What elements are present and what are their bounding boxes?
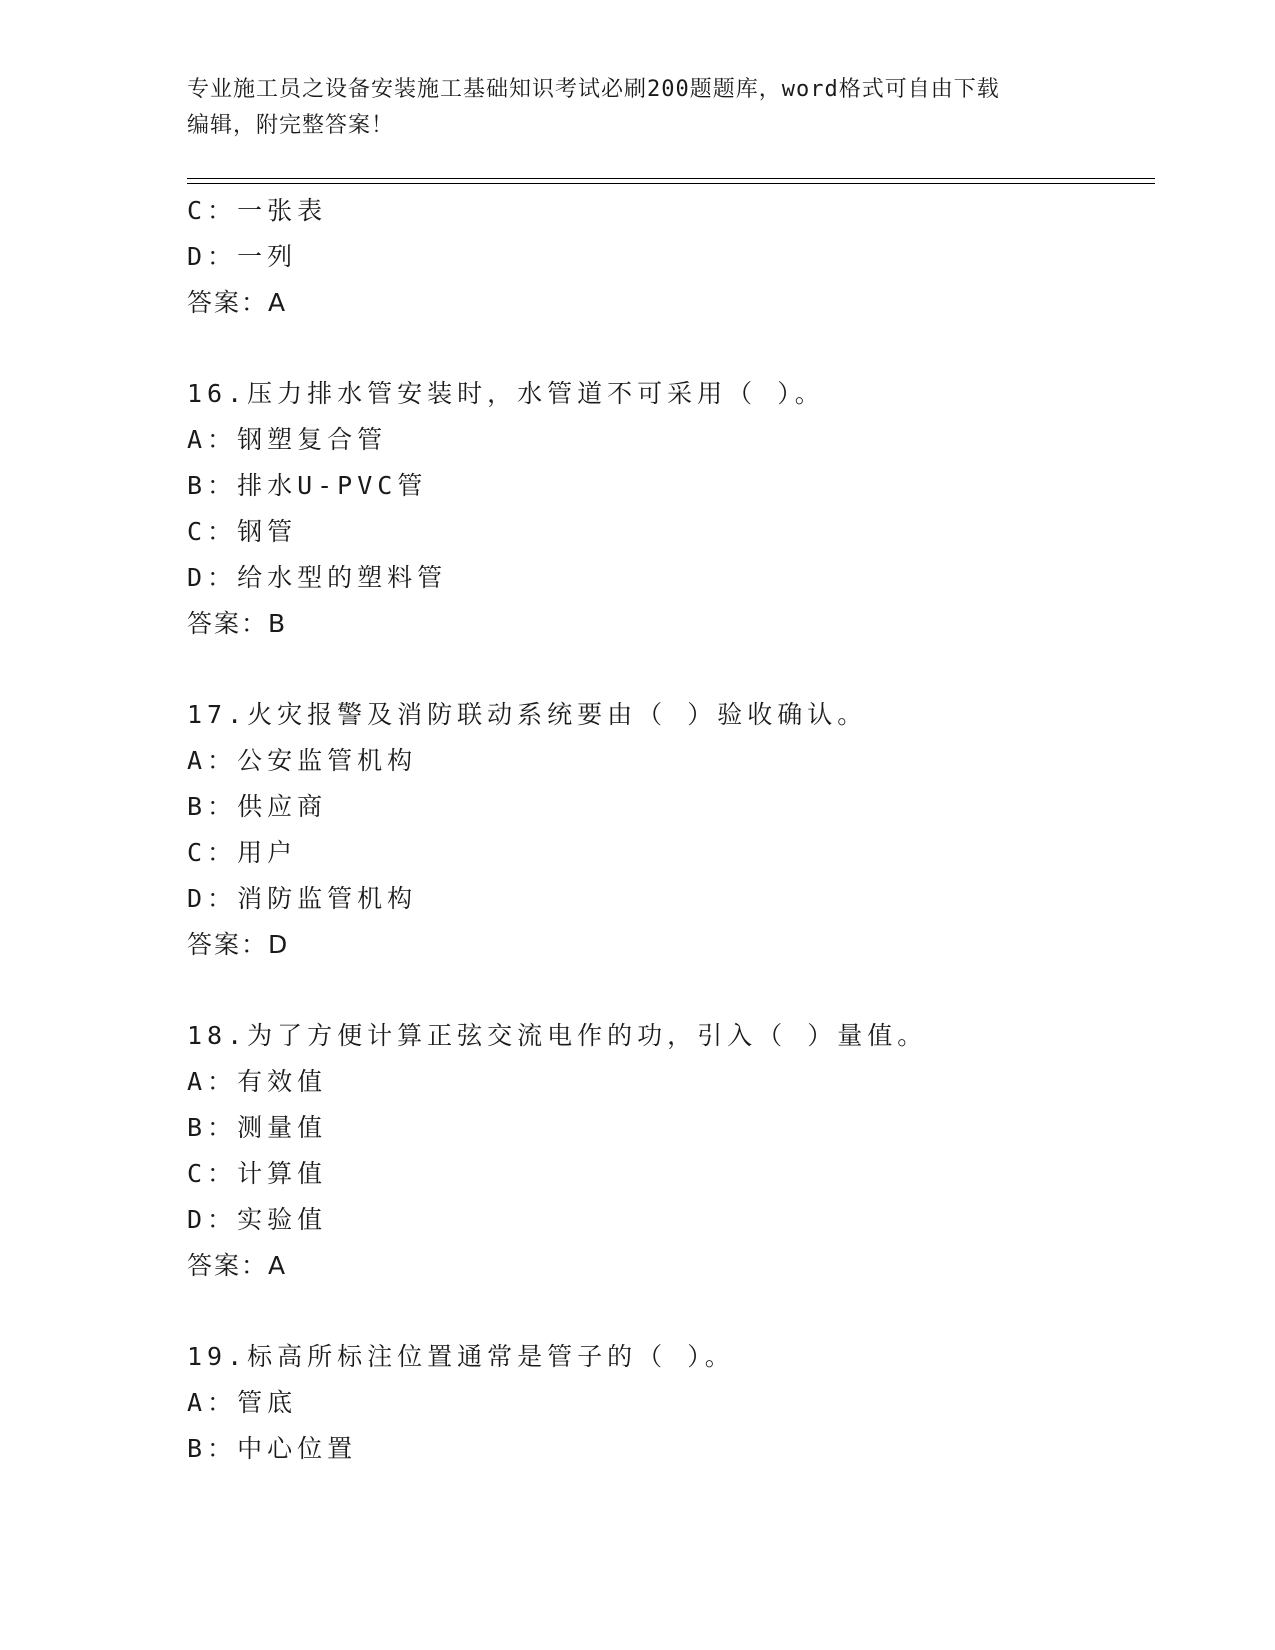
answer-label: 答案：: [187, 930, 269, 959]
option-label: C：: [187, 838, 238, 867]
question-number: 17.: [187, 700, 248, 729]
header-divider-bottom: [187, 183, 1155, 184]
question-17: [187, 692, 1155, 968]
option-text: 排水U-PVC管: [237, 471, 428, 500]
option-row: [187, 1426, 1155, 1472]
answer-label: 答案：: [187, 1251, 269, 1280]
option-label: A：: [187, 746, 238, 775]
answer-value: A: [268, 1251, 288, 1280]
answer-label: 答案：: [187, 288, 269, 317]
question-number: 18.: [187, 1021, 248, 1050]
question-stem: [187, 692, 1155, 738]
question-number: 19.: [187, 1342, 248, 1371]
option-row: [187, 1105, 1155, 1151]
option-label: A：: [187, 425, 238, 454]
option-text: 有效值: [237, 1067, 328, 1096]
option-text: 钢管: [237, 517, 298, 546]
option-text: 实验值: [237, 1205, 328, 1234]
question-number: 16.: [187, 379, 248, 408]
option-label: B：: [187, 471, 238, 500]
question-15-tail: [187, 188, 1155, 326]
option-text: 钢塑复合管: [237, 425, 388, 454]
option-row: [187, 1059, 1155, 1105]
option-text: 一张表: [237, 196, 328, 225]
question-text: 压力排水管安装时，水管道不可采用（ ）。: [247, 379, 825, 408]
answer-row: [187, 922, 1155, 968]
option-text: 用户: [237, 838, 298, 867]
option-label: D：: [187, 242, 238, 271]
option-label: B：: [187, 792, 238, 821]
question-list: [187, 188, 1155, 1472]
option-label: D：: [187, 1205, 238, 1234]
option-label: D：: [187, 563, 238, 592]
option-text: 测量值: [237, 1113, 328, 1142]
option-text: 管底: [237, 1388, 298, 1417]
question-16: [187, 371, 1155, 647]
option-row: [187, 1151, 1155, 1197]
option-label: B：: [187, 1434, 238, 1463]
option-row: [187, 738, 1155, 784]
option-label: B：: [187, 1113, 238, 1142]
answer-row: [187, 1243, 1155, 1289]
question-text: 为了方便计算正弦交流电作的功，引入（ ）量值。: [247, 1021, 928, 1050]
option-row: [187, 509, 1155, 555]
question-text: 标高所标注位置通常是管子的（ ）。: [247, 1342, 735, 1371]
option-text: 供应商: [237, 792, 328, 821]
option-text: 中心位置: [237, 1434, 358, 1463]
option-text: 消防监管机构: [237, 884, 418, 913]
question-stem: [187, 371, 1155, 417]
option-text: 一列: [237, 242, 298, 271]
option-row: [187, 555, 1155, 601]
option-row: [187, 830, 1155, 876]
option-text: 给水型的塑料管: [237, 563, 448, 592]
option-label: D：: [187, 884, 238, 913]
option-label: A：: [187, 1388, 238, 1417]
header-title-line-1: 专业施工员之设备安装施工基础知识考试必刷200题题库，word格式可自由下载: [187, 77, 1000, 102]
answer-label: 答案：: [187, 609, 269, 638]
question-stem: [187, 1013, 1155, 1059]
answer-value: A: [268, 288, 288, 317]
option-label: C：: [187, 196, 238, 225]
option-text: 公安监管机构: [237, 746, 418, 775]
header-title-line-2: 编辑，附完整答案！: [187, 113, 395, 138]
answer-value: B: [268, 609, 288, 638]
option-row: [187, 1197, 1155, 1243]
question-stem: [187, 1334, 1155, 1380]
header-divider-top: [187, 178, 1155, 179]
question-text: 火灾报警及消防联动系统要由（ ）验收确认。: [247, 700, 868, 729]
answer-row: [187, 601, 1155, 647]
option-text: 计算值: [237, 1159, 328, 1188]
document-header: [187, 72, 1067, 144]
option-row: [187, 463, 1155, 509]
option-row: [187, 784, 1155, 830]
option-label: C：: [187, 1159, 238, 1188]
option-row: [187, 876, 1155, 922]
option-row: [187, 1380, 1155, 1426]
answer-value: D: [268, 930, 290, 959]
answer-row: [187, 280, 1155, 326]
option-row: [187, 188, 1155, 234]
question-18: [187, 1013, 1155, 1289]
question-19: [187, 1334, 1155, 1472]
option-row: [187, 417, 1155, 463]
option-row: [187, 234, 1155, 280]
option-label: A：: [187, 1067, 238, 1096]
option-label: C：: [187, 517, 238, 546]
